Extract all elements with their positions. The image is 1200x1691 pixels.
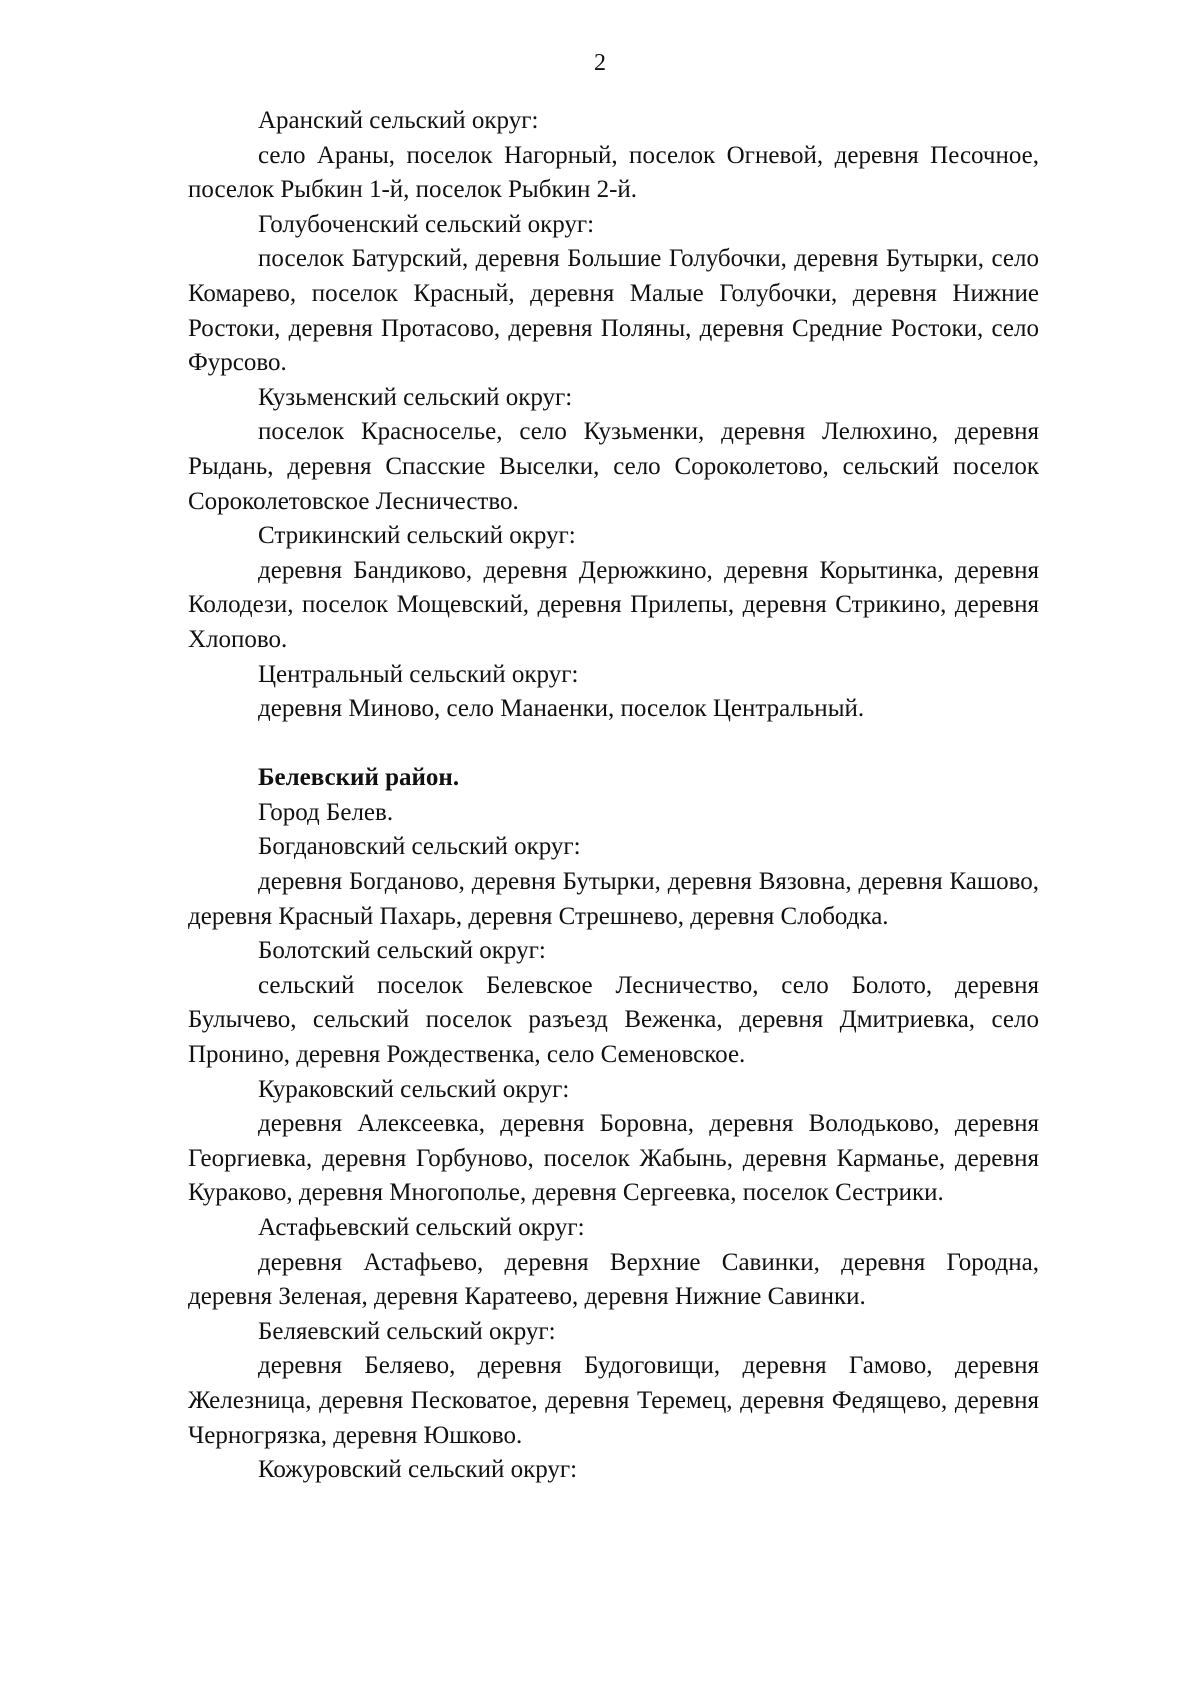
section-heading: Болотский сельский округ: xyxy=(258,937,546,965)
section-heading: Кожуровский сельский округ: xyxy=(258,1456,578,1484)
settlement-list: деревня Бандиково, деревня Дерюжкино, деревня Корытинка, деревня Колодези, поселок Мощевский, деревня Прилепы, деревня Стрикино, деревня Хлопово. xyxy=(188,556,1039,653)
section-heading: Центральный сельский округ: xyxy=(258,660,579,688)
document-body xyxy=(188,104,1039,1488)
settlement-list: деревня Астафьево, деревня Верхние Савинки, деревня Городна, деревня Зеленая, деревня Каратеево, деревня Нижние Савинки. xyxy=(188,1248,1039,1311)
settlement-list: деревня Миново, село Манаенки, поселок Центральный. xyxy=(258,695,865,723)
settlement-list: деревня Богданово, деревня Бутырки, деревня Вязовна, деревня Кашово, деревня Красный Пахарь, деревня Стрешнево, деревня Слободка. xyxy=(188,868,1039,930)
district-title: Белевский район. xyxy=(258,764,460,792)
settlement-list: сельский поселок Белевское Лесничество, село Болото, деревня Булычево, сельский поселок разъезд Веженка, деревня Дмитриевка, село Пронино, деревня Рождественка, село Семеновское. xyxy=(188,971,1039,1069)
section-heading: Кузьменский сельский округ: xyxy=(258,383,573,411)
settlement-list: деревня Алексеевка, деревня Боровна, деревня Володьково, деревня Георгиевка, деревня Горбуново, поселок Жабынь, деревня Карманье, деревня Кураково, деревня Многополье, деревня Сергеевка, поселок Сестрики. xyxy=(188,1110,1039,1207)
section-heading: Голубоченский сельский округ: xyxy=(258,210,595,238)
settlement-list: поселок Батурский, деревня Большие Голубочки, деревня Бутырки, село Комарево, поселок Красный, деревня Малые Голубочки, деревня Нижние Ростоки, деревня Протасово, деревня Поляны, деревня Средние Ростоки, село Фурсово. xyxy=(188,245,1039,377)
section-heading: Богдановский сельский округ: xyxy=(258,833,581,861)
section-heading: Астафьевский сельский округ: xyxy=(258,1214,585,1241)
settlement-list: деревня Беляево, деревня Будоговищи, деревня Гамово, деревня Железница, деревня Песковатое, деревня Теремец, деревня Федящево, деревня Черногрязка, деревня Юшково. xyxy=(188,1352,1039,1449)
section-heading: Город Белев. xyxy=(258,798,394,826)
section-heading: Аранский сельский округ: xyxy=(258,107,539,134)
page-number: 2 xyxy=(594,50,606,76)
settlement-list: село Араны, поселок Нагорный, поселок Огневой, деревня Песочное, поселок Рыбкин 1-й, поселок Рыбкин 2-й. xyxy=(188,141,1039,204)
section-heading: Беляевский сельский округ: xyxy=(258,1317,556,1345)
section-heading: Кураковский сельский округ: xyxy=(258,1075,570,1103)
section-heading: Стрикинский сельский округ: xyxy=(258,522,576,550)
settlement-list: поселок Красноселье, село Кузьменки, деревня Лелюхино, деревня Рыдань, деревня Спасские Выселки, село Сороколетово, сельский поселок Сороколетовское Лесничество. xyxy=(188,418,1039,515)
